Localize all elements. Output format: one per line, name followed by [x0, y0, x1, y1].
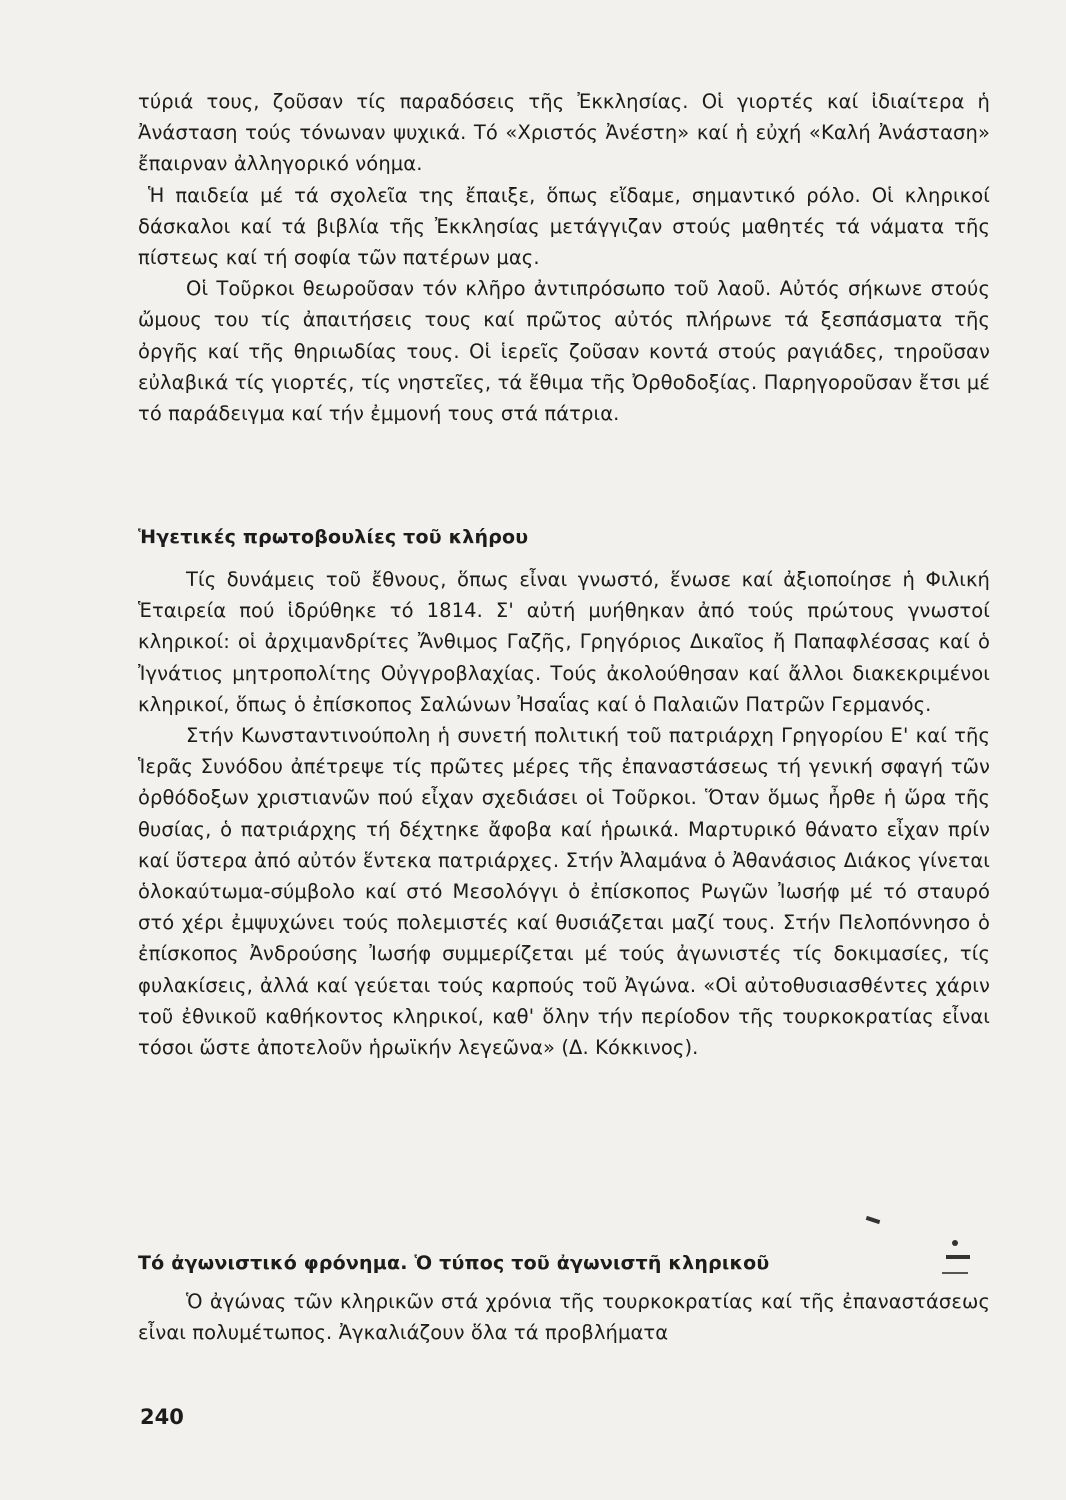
pen-mark	[942, 1272, 968, 1274]
paragraph-3: Οἱ Τοῦρκοι θεωροῦσαν τόν κλῆρο ἀντιπρόσωπο τοῦ λαοῦ. Αὐτός σήκωνε στούς ὤμους του τίς ἀπαιτήσεις τους καί πρῶτος αὐτός πλήρωνε τά ξεσπάσματα τῆς ὀργῆς καί τῆς θηριωδίας τους. Οἱ ἱερεῖς ζοῦσαν κοντά στούς ραγιάδες, τηροῦσαν εὐλαβικά τίς γιορτές, τίς νηστεῖες, τά ἔθιμα τῆς Ὀρθοδοξίας. Παρηγοροῦσαν ἔτσι μέ τό παράδειγμα καί τήν ἐμμονή τους στά πάτρια.	[138, 277, 990, 426]
section-leadership-body	[138, 564, 990, 1063]
paragraph-5: Στήν Κωνσταντινούπολη ἡ συνετή πολιτική τοῦ πατριάρχη Γρηγορίου Ε' καί τῆς Ἱερᾶς Συνόδου ἀπέτρεψε τίς πρῶτες μέρες τῆς ἐπαναστάσεως τή γενική σφαγή τῶν ὀρθόδοξων χριστιανῶν πού εἶχαν σχεδιάσει οἱ Τοῦρκοι. Ὅταν ὅμως ἦρθε ἡ ὥρα τῆς θυσίας, ὁ πατριάρχης τή δέχτηκε ἄφοβα καί ἡρωικά. Μαρτυρικό θάνατο εἶχαν πρίν καί ὕστερα ἀπό αὐτόν ἕντεκα πατριάρχες. Στήν Ἀλαμάνα ὁ Ἀθανάσιος Διάκος γίνεται ὁλοκαύτωμα-σύμβολο καί στό Μεσολόγγι ὁ ἐπίσκοπος Ρωγῶν Ἰωσήφ μέ τό σταυρό στό χέρι ἐμψυχώνει τούς πολεμιστές καί θυσιάζεται μαζί τους. Στήν Πελοπόννησο ὁ ἐπίσκοπος Ἀνδρούσης Ἰωσήφ συμμερίζεται μέ τούς ἀγωνιστές τίς δοκιμασίες, τίς φυλακίσεις, ἀλλά καί γεύεται τούς καρπούς τοῦ Ἀγώνα. «Οἱ αὐτοθυσιασθέντες χάριν τοῦ ἐθνικοῦ καθήκοντος κληρικοί, καθ' ὅλην τήν περίοδον τῆς τουρκοκρατίας εἶναι τόσοι ὥστε ἀποτελοῦν ἡρωϊκήν λεγεῶνα» (Δ. Κόκκινος).	[138, 724, 990, 1060]
page-body	[138, 86, 990, 1345]
pen-mark	[946, 1255, 970, 1259]
paragraph-1: τύριά τους, ζοῦσαν τίς παραδόσεις τῆς Ἐκκλησίας. Οἱ γιορτές καί ἰδιαίτερα ἡ Ἀνάσταση τούς τόνωναν ψυχικά. Τό «Χριστός Ἀνέστη» καί ἡ εὐχή «Καλή Ἀνάσταση» ἔπαιρναν ἀλληγορικό νόημα.	[138, 90, 990, 176]
page-number: 240	[140, 1405, 184, 1429]
paragraph-6: Ὁ ἀγώνας τῶν κληρικῶν στά χρόνια τῆς τουρκοκρατίας καί τῆς ἐπαναστάσεως εἶναι πολυμέτωπος. Ἀγκαλιάζουν ὅλα τά προβλήματα	[138, 1290, 990, 1345]
section-heading-fighting-spirit: Τό ἀγωνιστικό φρόνημα. Ὁ τύπος τοῦ ἀγωνιστῆ κληρικοῦ	[138, 1252, 770, 1274]
pen-mark	[952, 1240, 958, 1246]
section-heading-leadership: Ἡγετικές πρωτοβουλίες τοῦ κλήρου	[138, 526, 529, 548]
paragraph-2: Ἡ παιδεία μέ τά σχολεῖα της ἔπαιξε, ὅπως εἴδαμε, σημαντικό ρόλο. Οἱ κληρικοί δάσκαλοι καί τά βιβλία τῆς Ἐκκλησίας μετάγγιζαν στούς μαθητές τά νάματα τῆς πίστεως καί τή σοφία τῶν πατέρων μας.	[138, 183, 990, 270]
paragraph-4: Τίς δυνάμεις τοῦ ἔθνους, ὅπως εἶναι γνωστό, ἕνωσε καί ἀξιοποίησε ἡ Φιλική Ἑταιρεία πού ἱδρύθηκε τό 1814. Σ' αὐτή μυήθηκαν ἀπό τούς πρώτους γνωστοί κληρικοί: οἱ ἀρχιμανδρίτες Ἄνθιμος Γαζῆς, Γρηγόριος Δικαῖος ἤ Παπαφλέσσας καί ὁ Ἰγνάτιος μητροπολίτης Οὐγγροβλαχίας. Τούς ἀκολούθησαν καί ἄλλοι διακεκριμένοι κληρικοί, ὅπως ὁ ἐπίσκοπος Σαλώνων Ἠσαΐας καί ὁ Παλαιῶν Πατρῶν Γερμανός.	[138, 568, 990, 716]
pen-mark	[866, 1216, 881, 1224]
